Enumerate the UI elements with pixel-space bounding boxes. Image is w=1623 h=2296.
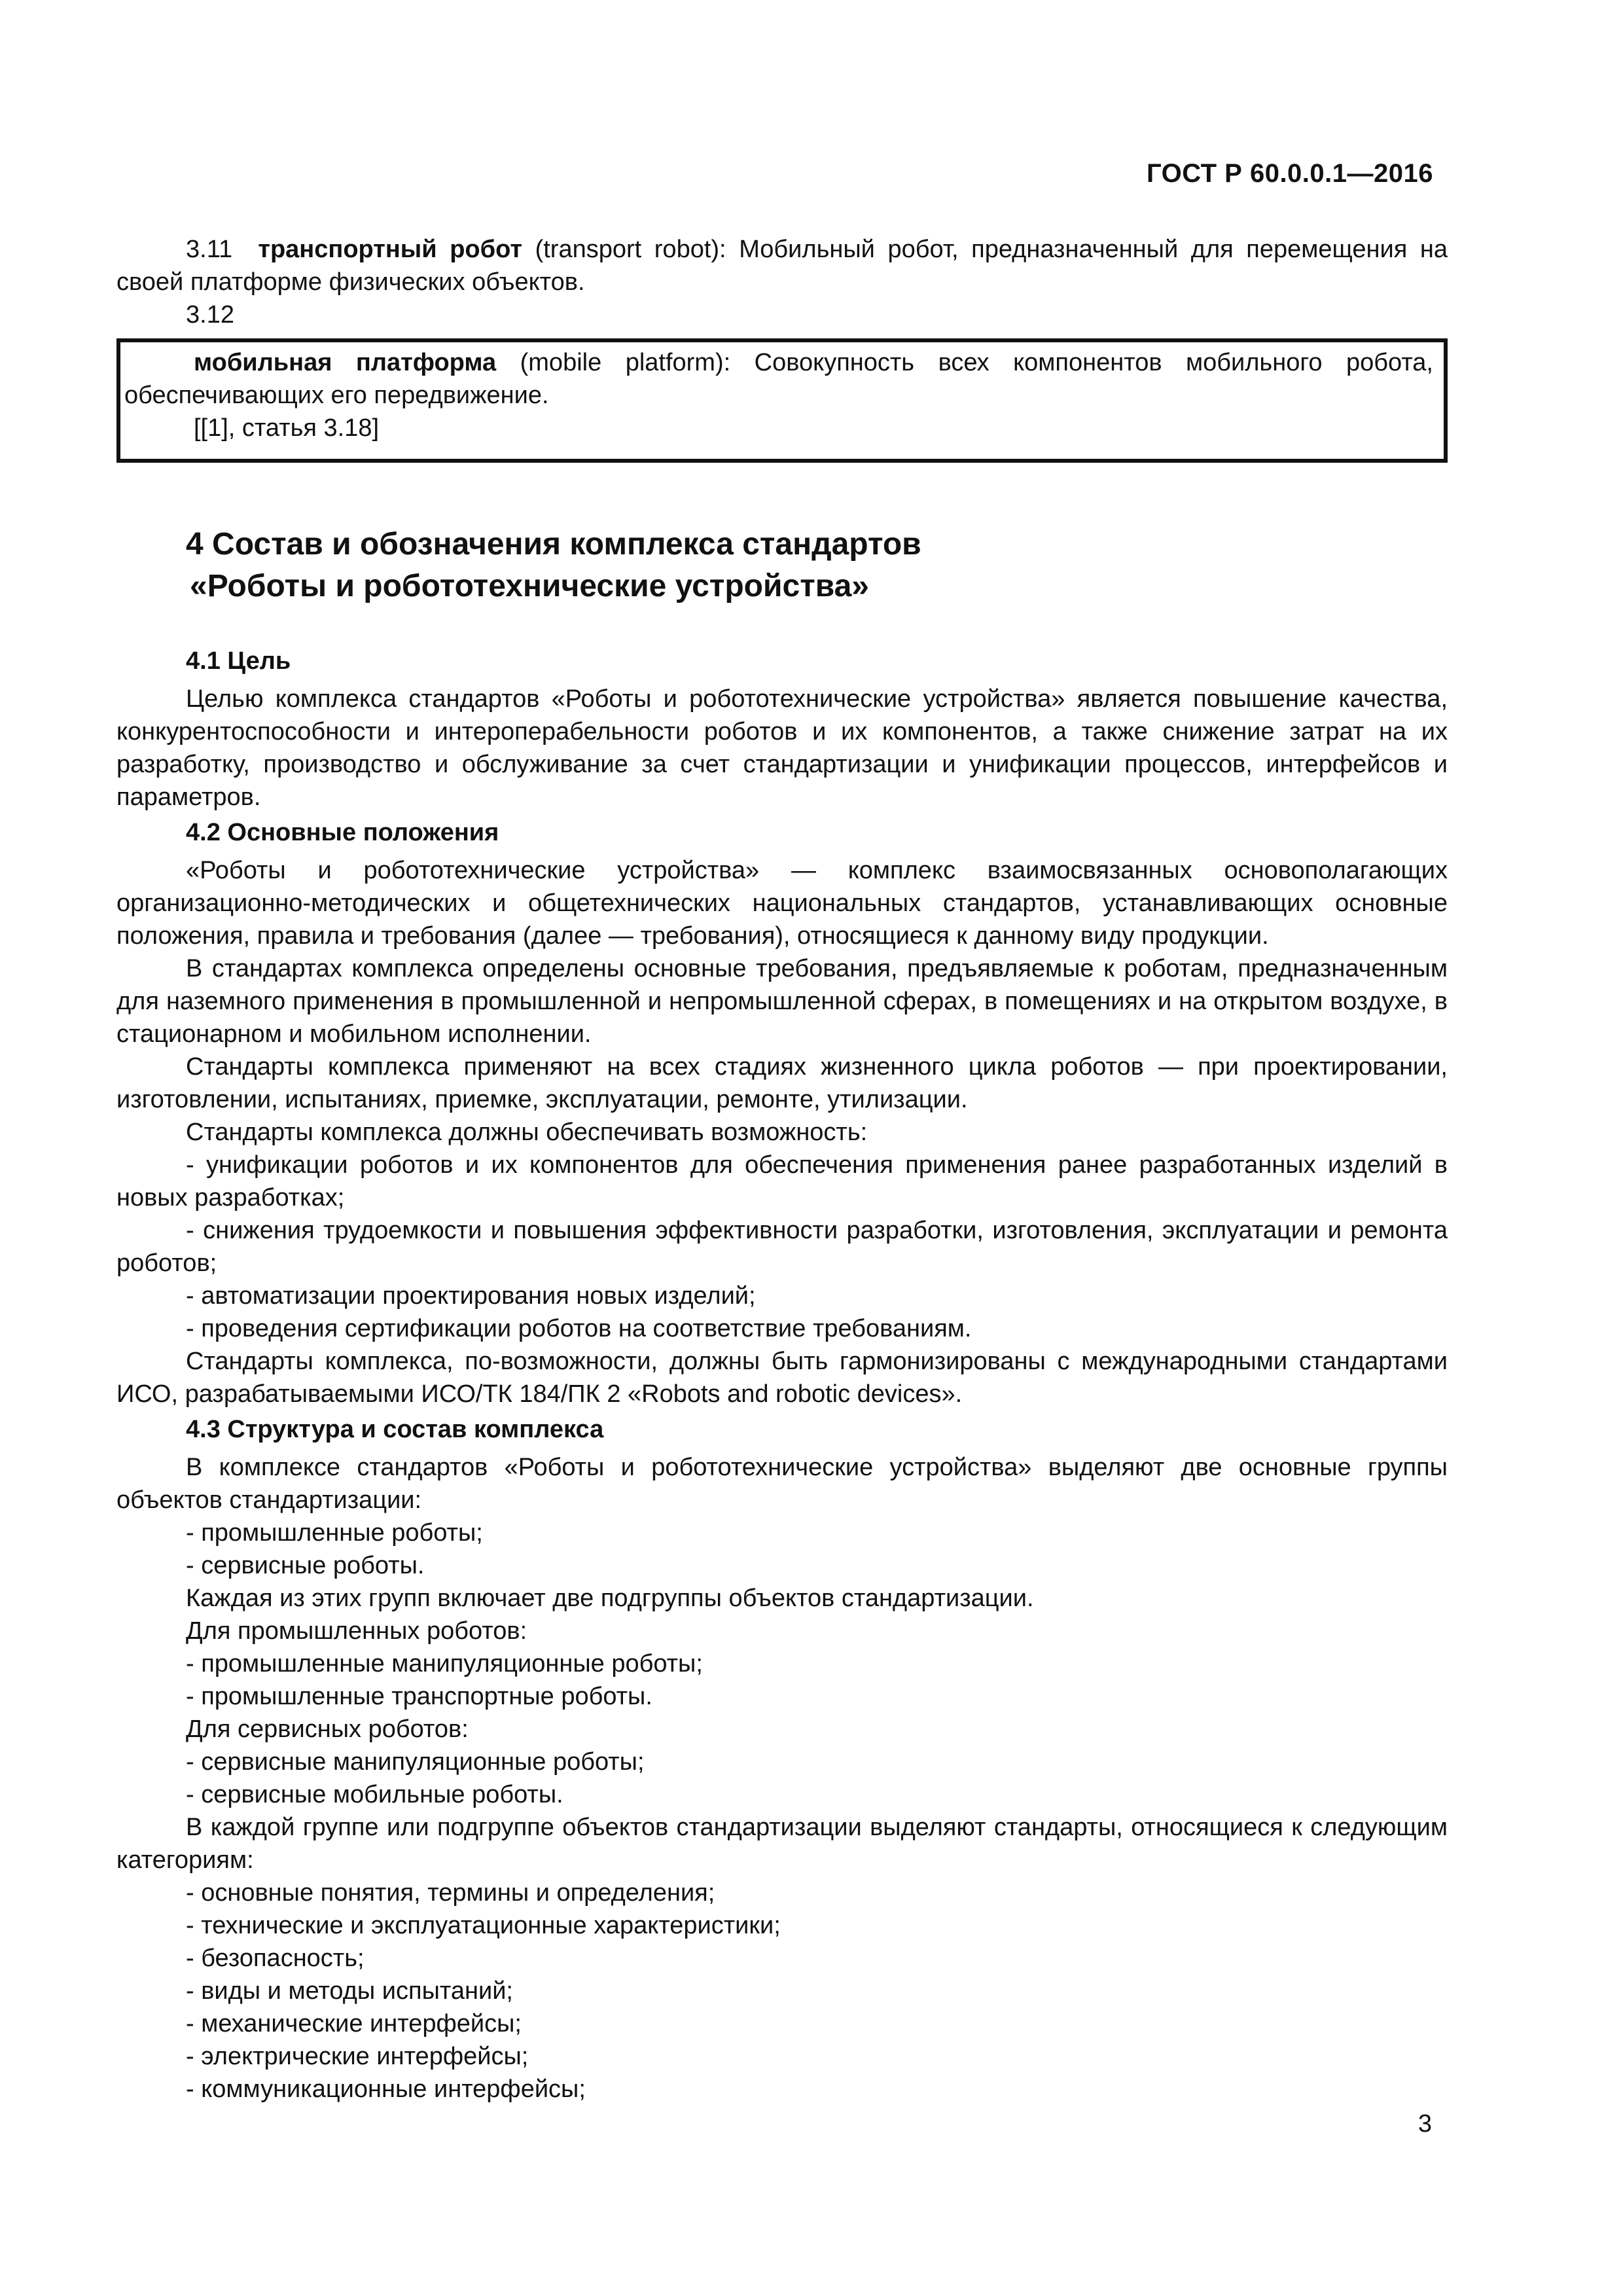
definition-reference: [[1], статья 3.18]	[194, 414, 380, 442]
section-4-title-line2: «Роботы и робототехнические устройства»	[190, 569, 869, 603]
paragraph-4-2-5: Стандарты комплекса, по-возможности, должны быть гармонизированы с международными стандартами ИСО, разрабатываемыми ИСО/ТК 184/ПК 2 «Robots and robotic devices».	[116, 1348, 1448, 1408]
list-item: - виды и методы испытаний;	[186, 1977, 513, 2005]
paragraph-4-3-2: Каждая из этих групп включает две подгруппы объектов стандартизации.	[186, 1585, 1034, 1612]
definition-body: Совокупность всех компонентов мобильного робота, обеспечивающих его передвижение.	[124, 349, 1433, 409]
heading-4-3: 4.3 Структура и состав комплекса	[186, 1416, 604, 1443]
paragraph-4-1: Целью комплекса стандартов «Роботы и робототехнические устройства» является повышение качества, конкурентоспособности и интероперабельности роботов и их компонентов, а также снижение затрат на их разработку, производство и обслуживание за счет стандартизации и унификации процессов, интерфейсов и параметров.	[116, 685, 1448, 811]
paragraph-4-2-2: В стандартах комплекса определены основные требования, предъявляемые к роботам, предназначенным для наземного применения в промышленной и непромышленной сферах, в помещениях и на открытом воздухе, в стационарном и мобильном исполнении.	[116, 955, 1448, 1048]
heading-4-2: 4.2 Основные положения	[186, 819, 499, 846]
list-item: - основные понятия, термины и определения;	[186, 1879, 715, 1907]
paragraph-4-3-5: В каждой группе или подгруппе объектов стандартизации выделяют стандарты, относящиеся к следующим категориям:	[116, 1814, 1448, 1874]
section-4-body	[116, 645, 1448, 2106]
list-item: - коммуникационные интерфейсы;	[186, 2075, 586, 2103]
list-item: - унификации роботов и их компонентов для обеспечения применения ранее разработанных изделий в новых разработках;	[116, 1151, 1448, 1211]
heading-4-1: 4.1 Цель	[186, 647, 291, 675]
document-id-header: ГОСТ Р 60.0.0.1—2016	[1146, 159, 1433, 188]
list-item: - электрические интерфейсы;	[186, 2043, 529, 2070]
definition-english: (transport robot):	[535, 236, 726, 263]
list-item: - промышленные манипуляционные роботы;	[186, 1650, 703, 1677]
section-4-title	[186, 524, 921, 607]
list-item: - механические интерфейсы;	[186, 2010, 522, 2037]
list-item: - сервисные роботы.	[186, 1552, 425, 1579]
definition-term: мобильная платформа	[194, 349, 497, 376]
definition-3-11-text	[116, 233, 1448, 298]
definition-3-12-box	[116, 338, 1448, 463]
page-number: 3	[1418, 2110, 1432, 2138]
list-item: - автоматизации проектирования новых изделий;	[186, 1282, 756, 1310]
list-item: - сервисные манипуляционные роботы;	[186, 1748, 645, 1776]
paragraph-4-2-3: Стандарты комплекса применяют на всех стадиях жизненного цикла роботов — при проектировании, изготовлении, испытаниях, приемке, эксплуатации, ремонте, утилизации.	[116, 1053, 1448, 1113]
list-item: - промышленные роботы;	[186, 1519, 483, 1547]
list-item: - сервисные мобильные роботы.	[186, 1781, 563, 1808]
definition-3-12-text	[124, 346, 1433, 412]
list-item: - безопасность;	[186, 1945, 365, 1972]
paragraph-4-2-1: «Роботы и робототехнические устройства» — комплекс взаимосвязанных основополагающих организационно-методических и общетехнических национальных стандартов, устанавливающих основные положения, правила и требования (далее — требования), относящиеся к данному виду продукции.	[116, 857, 1448, 950]
definition-term: транспортный робот	[258, 236, 522, 263]
list-item: - промышленные транспортные роботы.	[186, 1683, 652, 1710]
section-4-title-line1: 4 Состав и обозначения комплекса стандартов	[186, 527, 921, 562]
paragraph-4-2-4: Стандарты комплекса должны обеспечивать возможность:	[186, 1119, 868, 1146]
definition-3-12-number: 3.12	[186, 301, 234, 329]
definition-3-11	[116, 233, 1448, 331]
definition-number: 3.11	[186, 236, 233, 263]
list-item: - снижения трудоемкости и повышения эффективности разработки, изготовления, эксплуатации и ремонта роботов;	[116, 1217, 1448, 1277]
paragraph-4-3-1: В комплексе стандартов «Роботы и робототехнические устройства» выделяют две основные группы объектов стандартизации:	[116, 1454, 1448, 1514]
paragraph-4-3-4: Для сервисных роботов:	[186, 1715, 469, 1743]
definition-english: (mobile platform):	[520, 349, 731, 376]
list-item: - проведения сертификации роботов на соответствие требованиям.	[186, 1315, 972, 1342]
paragraph-4-3-3: Для промышленных роботов:	[186, 1617, 527, 1645]
list-item: - технические и эксплуатационные характеристики;	[186, 1912, 781, 1939]
definition-body: Мобильный робот, предназначенный для перемещения на своей платформе физических объектов.	[116, 236, 1448, 296]
